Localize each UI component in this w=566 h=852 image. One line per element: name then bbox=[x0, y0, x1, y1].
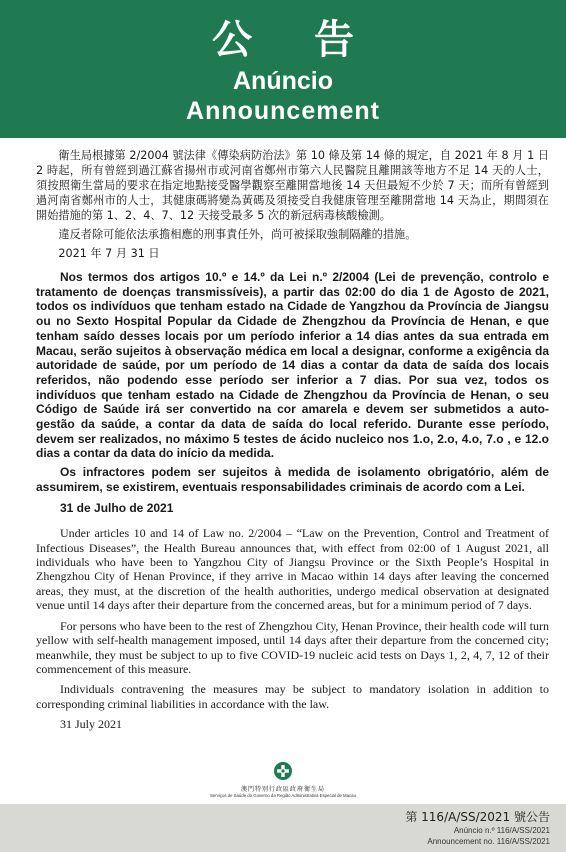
announcement-number-portuguese: Anúncio n.º 116/A/SS/2021 bbox=[453, 826, 550, 835]
title-portuguese: Anúncio bbox=[233, 67, 333, 95]
health-bureau-emblem-icon bbox=[273, 761, 293, 781]
portuguese-date: 31 de Julho de 2021 bbox=[60, 500, 174, 515]
announcement-number-chinese: 第 116/A/SS/2021 號公告 bbox=[405, 810, 550, 824]
english-paragraph-3: Individuals contravening the measures may be subject to mandatory isolation in addition to corresponding criminal liabilities in accordance with the law. bbox=[36, 682, 549, 711]
title-english: Announcement bbox=[186, 97, 380, 125]
english-paragraph-2: For persons who have been to the rest of Zhengzhou City, Henan Province, their health code will turn yellow with self-health management imposed, until 14 days after their departure from the concerned city; meanwhile, they must be subject to up to five COVID-19 nucleic acid tests on Days 1, 2, 4, 7, 12 of their commencement of this measure. bbox=[36, 618, 549, 676]
english-date: 31 July 2021 bbox=[60, 717, 123, 732]
english-paragraph-1: Under articles 10 and 14 of Law no. 2/2004 – “Law on the Prevention, Control and Treatment of Infectious Diseases”, the Health Bureau announces that, with effect from 02:00 of 1 August 2021, all individuals who have been to Yangzhou City of Jiangsu Province or the Sixth People’s Hospital in Zhengzhou City of Henan Province, if they arrive in Macao within 14 days after leaving the concerned areas, they must, at the discretion of the health authorities, undergo medical observation at designated venue until 14 days after their departure from the concerned areas, but for a minimum period of 7 days. bbox=[36, 526, 549, 613]
portuguese-paragraph-2: Os infractores podem ser sujeitos à medida de isolamento obrigatório, além de assumirem, se existirem, eventuais responsabilidades criminais de acordo com a Lei. bbox=[36, 465, 549, 494]
chinese-date: 2021 年 7 月 31 日 bbox=[58, 247, 160, 260]
announcement-header bbox=[0, 0, 566, 138]
chinese-paragraph-1: 衛生局根據第 2/2004 號法律《傳染病防治法》第 10 條及第 14 條的規定，自 2021 年 8 月 1 日 2 時起，所有曾經到過江蘇省揚州市或河南省鄭州市第六人民醫院且離開該等地方不足 14 天的人士，須按照衛生當局的要求在指定地點接受醫學觀察至離開當地後 14 天但最短不少於 7 天；而所有曾經到過河南省鄭州市的人士，其健康碼將變為黃碼及須接受自我健康管理至離開當地 14 天為止，期間須在開始措施的第 1、2、4、7、12 天接受最多 5 次的新冠病毒核酸檢測。 bbox=[36, 149, 549, 222]
chinese-paragraph-2: 違反者除可能依法承擔相應的刑事責任外，尚可被採取強制隔離的措施。 bbox=[58, 228, 417, 241]
logo-name-chinese: 澳門特別行政區政府衛生局 bbox=[240, 786, 325, 793]
logo-name-portuguese: Serviços de Saúde do Governo da Região Administrativa Especial de Macau bbox=[210, 793, 356, 798]
announcement-body bbox=[36, 148, 549, 732]
portuguese-paragraph-1: Nos termos dos artigos 10.º e 14.º da Lei n.º 2/2004 (Lei de prevenção, controlo e tratamento de doenças transmissíveis), a partir das 02:00 do dia 1 de Agosto de 2021, todos os indivíduos que tenham estado na Cidade de Yangzhou da Província de Jiangsu ou no Sexto Hospital Popular da Cidade de Zhengzhou da Província de Henan, e que tenham saído desses locais por um período inferior a 14 dias antes da sua entrada em Macau, serão sujeitos à observação médica em local a designar, conforme a exigência da autoridade de saúde, por um período de 14 dias a contar da data de saída dos locais referidos, não podendo esse período ser inferior a 7 dias. Por sua vez, todos os indivíduos que tenham estado na Cidade de Zhengzhou da Província de Henan, o seu Código de Saúde irá ser convertido na cor amarela e devem ser submetidos a auto-gestão da saúde, a contar da data de saída do local referido. Durante esse período, devem ser realizados, no máximo 5 testes de ácido nucleico nos 1.o, 2.o, 4.o, 7.o , e 12.o dias a contar da data do início da medida. bbox=[36, 270, 549, 461]
announcement-number-english: Announcement no. 116/A/SS/2021 bbox=[427, 837, 550, 846]
title-chinese: 公 告 bbox=[212, 17, 378, 63]
